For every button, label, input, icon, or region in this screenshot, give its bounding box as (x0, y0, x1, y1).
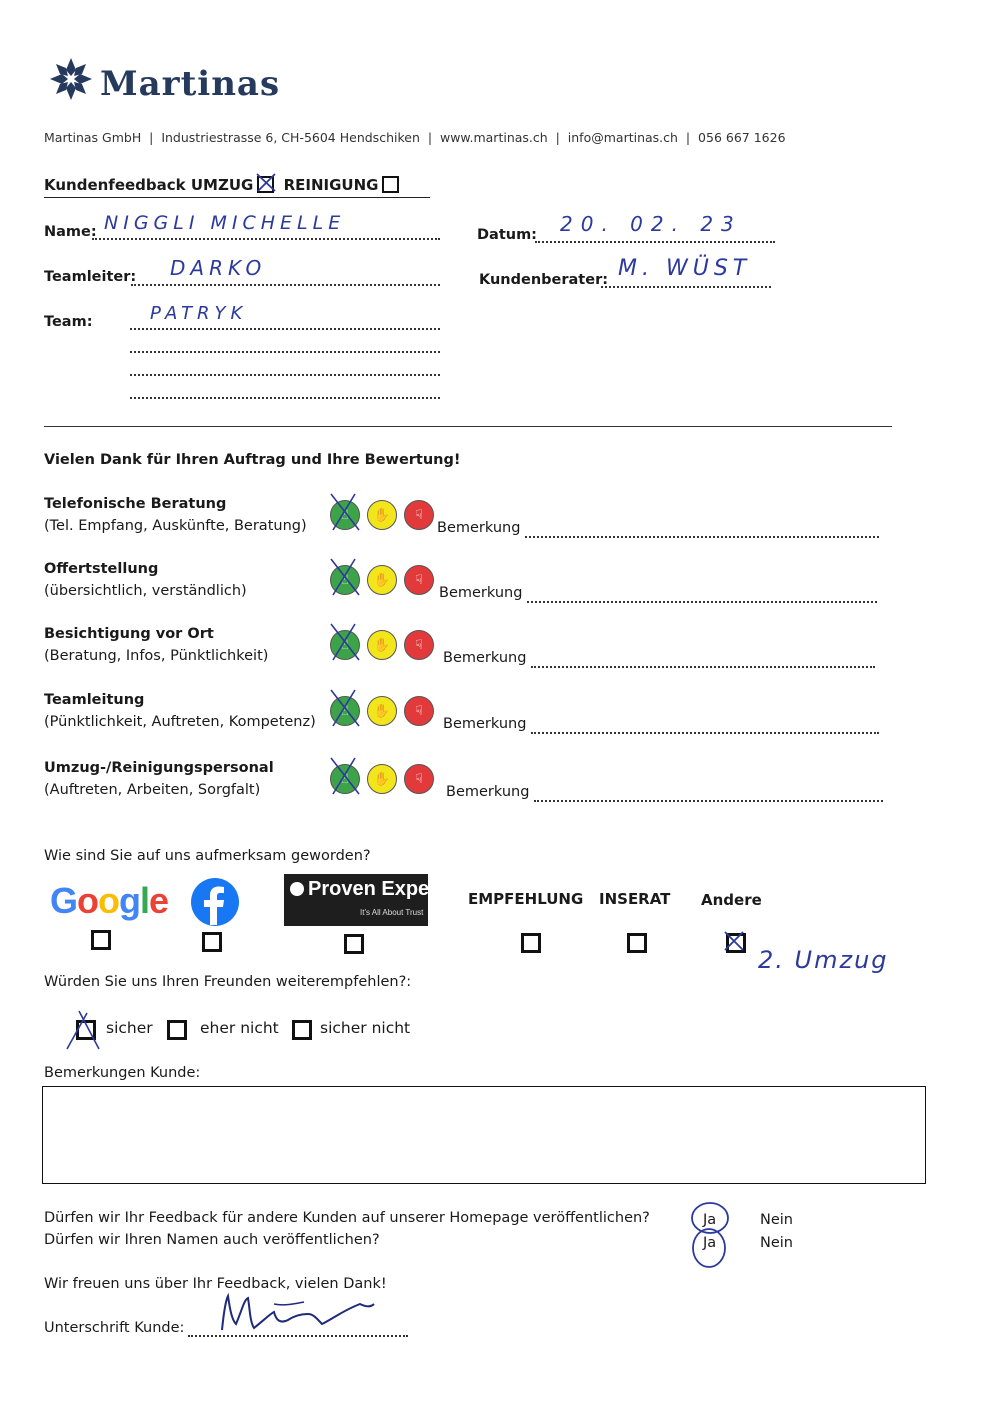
criterion-subtitle: (Auftreten, Arbeiten, Sorgfalt) (44, 782, 261, 798)
kundenberater-value[interactable]: M. WÜST (618, 256, 752, 281)
remark-line[interactable] (531, 732, 879, 734)
remark-line[interactable] (531, 666, 875, 668)
remark-label: Bemerkung (437, 520, 521, 536)
empfehlung-checkbox[interactable] (521, 933, 541, 953)
datum-line (535, 241, 775, 243)
thumbs-down-icon-glyph: ☟ (415, 572, 423, 588)
kundenberater-label: Kundenberater: (479, 272, 609, 288)
team-label: Team: (44, 314, 93, 330)
inserat-label: INSERAT (599, 890, 671, 908)
thumbs-up-icon-glyph: ☝ (341, 703, 349, 719)
answer-circles (686, 1198, 736, 1270)
provenexpert-checkbox[interactable] (344, 934, 364, 954)
comments-box[interactable] (42, 1086, 926, 1184)
ok-icon-glyph: ✋ (373, 507, 391, 523)
thumbs-down-icon[interactable] (404, 630, 434, 660)
provenexpert-tagline: It's All About Trust (360, 908, 424, 917)
thumbs-down-icon[interactable] (404, 565, 434, 595)
selection-cross-icon (325, 756, 365, 796)
ok-icon[interactable] (367, 565, 397, 595)
team-line-3 (130, 374, 440, 376)
thumbs-down-icon-glyph: ☟ (415, 507, 423, 523)
section-divider (44, 426, 892, 427)
source-question: Wie sind Sie auf uns aufmerksam geworden? (44, 848, 371, 864)
criterion-subtitle: (Tel. Empfang, Auskünfte, Beratung) (44, 518, 307, 534)
provenexpert-text: Proven Expert (308, 878, 444, 900)
criterion-subtitle: (Pünktlichkeit, Auftreten, Kompetenz) (44, 714, 316, 730)
inserat-checkbox[interactable] (627, 933, 647, 953)
publish-question-2: Dürfen wir Ihren Namen auch veröffentlichen? (44, 1232, 380, 1248)
kundenberater-line (601, 286, 771, 288)
remark-label: Bemerkung (443, 716, 527, 732)
thumbs-up-icon-glyph: ☝ (341, 507, 349, 523)
teamleiter-line (131, 284, 440, 286)
facebook-icon (190, 877, 240, 927)
facebook-checkbox[interactable] (202, 932, 222, 952)
recommend-checkbox[interactable] (167, 1020, 187, 1040)
remark-label: Bemerkung (443, 650, 527, 666)
ok-icon-glyph: ✋ (373, 637, 391, 653)
recommend-question: Würden Sie uns Ihren Freunden weiterempfehlen?: (44, 974, 412, 990)
check-cross-icon (723, 930, 745, 952)
team-line-1 (130, 328, 440, 330)
selection-cross-icon (325, 492, 365, 532)
selection-cross-icon (325, 622, 365, 662)
thanks-text: Wir freuen uns über Ihr Feedback, vielen Dank! (44, 1276, 387, 1292)
thumbs-down-icon-glyph: ☟ (415, 771, 423, 787)
reinigung-label: REINIGUNG (283, 176, 379, 194)
name-value[interactable]: NIGGLI MICHELLE (104, 212, 346, 234)
criterion-subtitle: (Beratung, Infos, Pünktlichkeit) (44, 648, 269, 664)
datum-value[interactable]: 20. 02. 23 (560, 212, 742, 236)
ok-icon-glyph: ✋ (373, 703, 391, 719)
selection-cross-icon (325, 688, 365, 728)
thumbs-down-icon[interactable] (404, 696, 434, 726)
thumbs-down-icon[interactable] (404, 764, 434, 794)
criterion-title: Besichtigung vor Ort (44, 626, 214, 642)
google-checkbox[interactable] (91, 930, 111, 950)
title-underline (44, 197, 430, 198)
recommend-option-label: sicher nicht (320, 1019, 411, 1037)
ok-icon[interactable] (367, 764, 397, 794)
publish-yes-2[interactable]: Ja (703, 1235, 717, 1251)
remark-label: Bemerkung (439, 585, 523, 601)
ok-icon-glyph: ✋ (373, 572, 391, 588)
selection-cross-icon (63, 1009, 103, 1053)
signature-drawing[interactable] (214, 1290, 384, 1338)
company-logo: Martinas (100, 64, 281, 104)
thumbs-up-icon-glyph: ☝ (341, 572, 349, 588)
ok-icon[interactable] (367, 696, 397, 726)
umzug-checkbox[interactable] (257, 176, 274, 193)
datum-label: Datum: (477, 227, 537, 243)
publish-no-1[interactable]: Nein (760, 1212, 793, 1228)
thumbs-up-icon-glyph: ☝ (341, 771, 349, 787)
recommend-checkbox[interactable] (76, 1020, 96, 1040)
publish-no-2[interactable]: Nein (760, 1235, 793, 1251)
form-title-row (44, 176, 403, 194)
ok-icon-glyph: ✋ (373, 771, 391, 787)
reinigung-checkbox[interactable] (382, 176, 399, 193)
teamleiter-label: Teamleiter: (44, 269, 137, 285)
martinas-logo-icon (48, 56, 94, 102)
contact-line: Martinas GmbH | Industriestrasse 6, CH-5604 Hendschiken | www.martinas.ch | info@martinas.ch | 056 667 1626 (44, 130, 786, 145)
remark-line[interactable] (534, 800, 883, 802)
check-cross-icon (255, 172, 277, 194)
team-value[interactable]: PATRYK (150, 303, 248, 324)
remark-line[interactable] (525, 536, 879, 538)
thumbs-up-icon-glyph: ☝ (341, 637, 349, 653)
remark-label: Bemerkung (446, 784, 530, 800)
publish-yes-1[interactable]: Ja (703, 1212, 717, 1228)
team-line-2 (130, 351, 440, 353)
team-line-4 (130, 397, 440, 399)
thumbs-down-icon-glyph: ☟ (415, 637, 423, 653)
recommend-checkbox[interactable] (292, 1020, 312, 1040)
andere-checkbox[interactable] (726, 933, 746, 953)
provenexpert-logo (284, 874, 444, 926)
thumbs-down-icon[interactable] (404, 500, 434, 530)
remark-line[interactable] (527, 601, 877, 603)
form-title: Kundenfeedback UMZUG (44, 176, 254, 194)
name-line (92, 238, 440, 240)
provenexpert-check-icon (290, 882, 304, 896)
signature-label: Unterschrift Kunde: (44, 1320, 185, 1336)
criterion-title: Telefonische Beratung (44, 496, 227, 512)
criterion-title: Teamleitung (44, 692, 145, 708)
empfehlung-label: EMPFEHLUNG (468, 890, 584, 908)
comments-label: Bemerkungen Kunde: (44, 1065, 201, 1081)
teamleiter-value[interactable]: DARKO (170, 256, 267, 280)
recommend-option-label: eher nicht (200, 1019, 279, 1037)
andere-note[interactable]: 2. Umzug (758, 946, 889, 974)
rating-intro: Vielen Dank für Ihren Auftrag und Ihre Bewertung! (44, 452, 461, 468)
criterion-title: Umzug-/Reinigungspersonal (44, 760, 274, 776)
criterion-subtitle: (übersichtlich, verständlich) (44, 583, 247, 599)
recommend-option-label: sicher (106, 1019, 153, 1037)
name-label: Name: (44, 224, 97, 240)
ok-icon[interactable] (367, 500, 397, 530)
publish-question-1: Dürfen wir Ihr Feedback für andere Kunden auf unserer Homepage veröffentlichen? (44, 1210, 650, 1226)
ok-icon[interactable] (367, 630, 397, 660)
criterion-title: Offertstellung (44, 561, 159, 577)
andere-label: Andere (701, 891, 762, 909)
selection-cross-icon (325, 557, 365, 597)
thumbs-down-icon-glyph: ☟ (415, 703, 423, 719)
google-logo: Google (50, 880, 169, 921)
